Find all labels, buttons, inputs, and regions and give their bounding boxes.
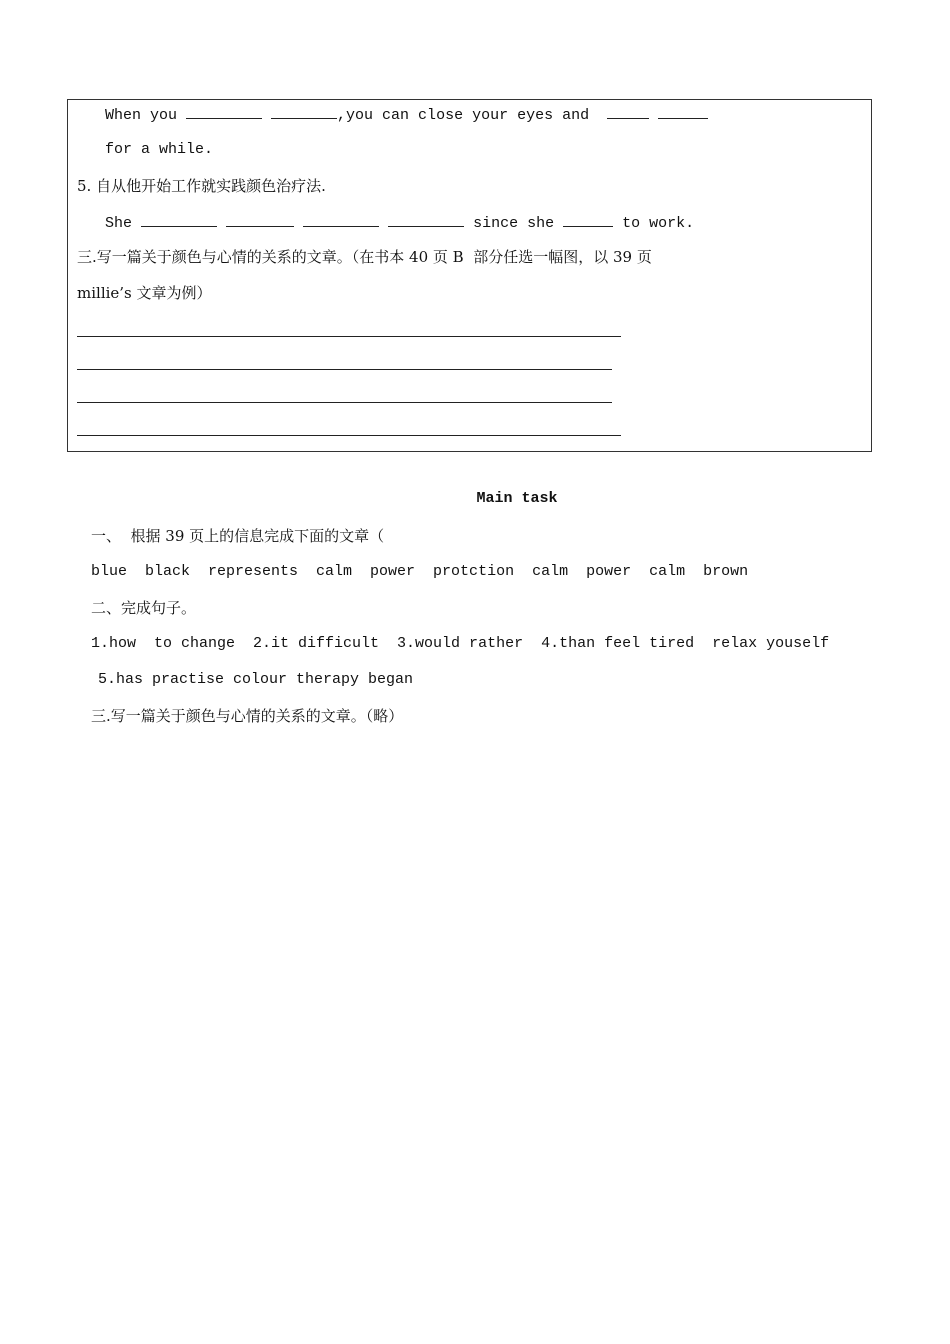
writing-line-2[interactable] [77,369,612,370]
q4-text-b: ,you can close your eyes and [337,107,590,124]
q5-sentence [105,212,694,234]
q5-blank-3[interactable] [303,212,379,227]
q4-sentence-line2: for a while. [105,141,214,158]
q4-blank-4[interactable] [658,104,708,119]
answers-part3-line: 三.写一篇关于颜色与心情的关系的文章。（略） [91,707,404,725]
q4-blank-3[interactable] [607,104,649,119]
section3-prompt-line2: millie’s 文章为例） [77,284,212,302]
answers-title: Main task [476,490,558,507]
q5-text-c: to work. [622,215,695,232]
answers-part2-heading: 二、完成句子。 [91,599,197,617]
q5-blank-5[interactable] [563,212,613,227]
q5-prompt: 5. 自从他开始工作就实践颜色治疗法. [77,177,326,195]
q5-text-a: She [105,215,133,232]
q4-blank-2[interactable] [271,104,337,119]
writing-line-4[interactable] [77,435,621,436]
writing-line-3[interactable] [77,402,612,403]
answers-part2-line1: 1.how to change 2.it difficult 3.would rather 4.than feel tired relax youself [91,635,830,652]
section3-prompt-line1: 三.写一篇关于颜色与心情的关系的文章。（在书本 40 页 B 部分任选一幅图，以 39 页 [77,248,652,266]
q5-blank-2[interactable] [226,212,294,227]
q5-blank-4[interactable] [388,212,464,227]
q5-text-b: since she [473,215,555,232]
answers-part1-heading: 一、 根据 39 页上的信息完成下面的文章（ [91,527,385,545]
q4-text-a: When you [105,107,178,124]
answers-part1-words: blue black represents calm power protction calm power calm brown [91,563,749,580]
writing-line-1[interactable] [77,336,621,337]
answers-part2-line2: 5.has practise colour therapy began [98,671,414,688]
q5-blank-1[interactable] [141,212,217,227]
q4-blank-1[interactable] [186,104,262,119]
q4-sentence-line1 [105,104,708,126]
exercise-box [67,99,872,452]
